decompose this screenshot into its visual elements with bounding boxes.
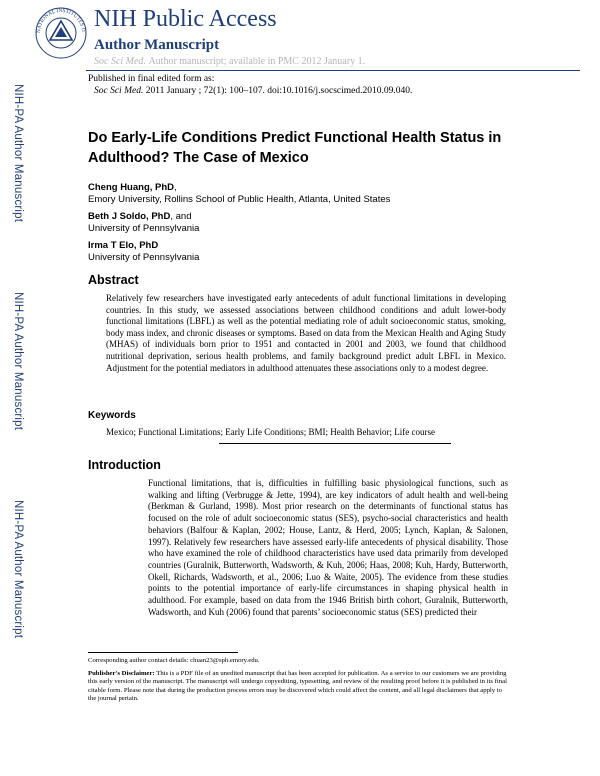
author-block bbox=[88, 240, 199, 264]
nih-public-access-title: NIH Public Access bbox=[94, 6, 277, 32]
header-rule bbox=[86, 70, 580, 71]
corresponding-author-note: Corresponding author contact details: chuan23@sph.emory.edu. bbox=[88, 657, 260, 664]
availability-text: Author manuscript; available in PMC 2012 January 1. bbox=[148, 56, 366, 67]
author-block bbox=[88, 211, 199, 235]
keywords-text: Mexico; Functional Limitations; Early Life Conditions; BMI; Health Behavior; Life course bbox=[106, 427, 435, 437]
published-label: Published in final edited form as: bbox=[88, 74, 215, 84]
author-affiliation: University of Pennsylvania bbox=[88, 252, 200, 263]
paper-title-line-1: Do Early-Life Conditions Predict Functional Health Status in bbox=[88, 130, 502, 146]
side-label-2: NIH-PA Author Manuscript bbox=[12, 292, 24, 431]
publisher-disclaimer bbox=[88, 670, 508, 704]
paper-title-line-2: Adulthood? The Case of Mexico bbox=[88, 150, 309, 166]
disclaimer-text: This is a PDF file of an unedited manuscript that has been accepted for publication. As a service to our customers we are providing this early version of the manuscript. The manuscript will undergo copyediting, typesetting, and review of the resulting proof before it is published in its final citable form. Please note that during the production process errors may be discovered which could affect the content, and all legal disclaimers that apply to the journal pertain. bbox=[88, 670, 507, 703]
citation-journal: Soc Sci Med. bbox=[94, 86, 144, 96]
abstract-heading: Abstract bbox=[88, 273, 139, 287]
citation-line bbox=[94, 86, 412, 96]
author-name: Cheng Huang, PhD bbox=[88, 182, 175, 193]
journal-abbrev: Soc Sci Med. bbox=[94, 56, 146, 67]
author-suffix: , bbox=[174, 182, 177, 193]
author-block bbox=[88, 182, 390, 206]
nih-logo bbox=[34, 6, 88, 60]
author-manuscript-label: Author Manuscript bbox=[94, 37, 220, 53]
side-label-3: NIH-PA Author Manuscript bbox=[12, 500, 24, 639]
abstract-text: Relatively few researchers have investigated early antecedents of adult functional limitations in developing countries. In this study, we assessed associations between childhood conditions and adult lower-body functional limitations (LBFL) as well as the potential mediating role of adult socioeconomic status, smoking, body mass index, and chronic diseases or symptoms. Based on data from the Mexican Health and Aging Study (MHAS) of individuals born prior to 1951 and contacted in 2001 and 2003, we found that childhood nutritional deprivation, serious health problems, and family background predict adult LBFL in Mexico. Adjustment for the potential mediators in adulthood attenuates these associations only to a modest degree. bbox=[106, 293, 506, 373]
author-affiliation: Emory University, Rollins School of Public Health, Atlanta, United States bbox=[88, 194, 391, 205]
disclaimer-label: Publisher's Disclaimer: bbox=[88, 670, 155, 677]
author-affiliation: University of Pennsylvania bbox=[88, 223, 200, 234]
author-name: Beth J Soldo, PhD bbox=[88, 211, 171, 222]
keywords-rule bbox=[219, 443, 451, 444]
keywords-heading: Keywords bbox=[88, 410, 136, 421]
footnote-rule bbox=[88, 652, 238, 653]
side-label-1: NIH-PA Author Manuscript bbox=[12, 84, 24, 223]
author-suffix: , and bbox=[170, 211, 192, 222]
paper-title bbox=[88, 128, 528, 168]
author-name: Irma T Elo, PhD bbox=[88, 240, 159, 251]
introduction-heading: Introduction bbox=[88, 458, 161, 472]
citation-text: 2011 January ; 72(1): 100–107. doi:10.1016/j.socscimed.2010.09.040. bbox=[145, 86, 413, 96]
svg-text:NATIONAL INSTITUTES OF HEALTH: NATIONAL INSTITUTES O bbox=[35, 7, 87, 34]
introduction-text: Functional limitations, that is, difficulties in fulfilling basic physiological functions, such as walking and lifting (Verbrugge & Jette, 1994), are key indicators of adult health and well-being (Berkman & Gurland, 1998). Most prior research on the determinants of functional status has focused on the role of adult socioeconomic status (SES), psycho-social characteristics and health behaviors (Balfour & Kaplan, 2002; House, Lantz, & Herd, 2005; Lynch, Kaplan, & Salonen, 1997). Relatively few researchers have assessed early-life antecedents of physical disability. Those who have examined the role of childhood characteristics have used data primarily from developed countries (Guralnik, Butterworth, Wadsworth, & Kuh, 2006; Haas, 2008; Kuh, Hardy, Butterworth, Okell, Richards, Wadsworth, et al., 2006; Luo & Waite, 2005). The evidence from these studies points to the potential importance of early-life circumstances in shaping physical health in adulthood. For example, based on data from the 1946 British birth cohort, Guralnik, Butterworth, Wadsworth, and Kuh (2006) found that parents’ socioeconomic status (SES) predicted their bbox=[148, 478, 508, 617]
availability-line bbox=[94, 56, 365, 67]
